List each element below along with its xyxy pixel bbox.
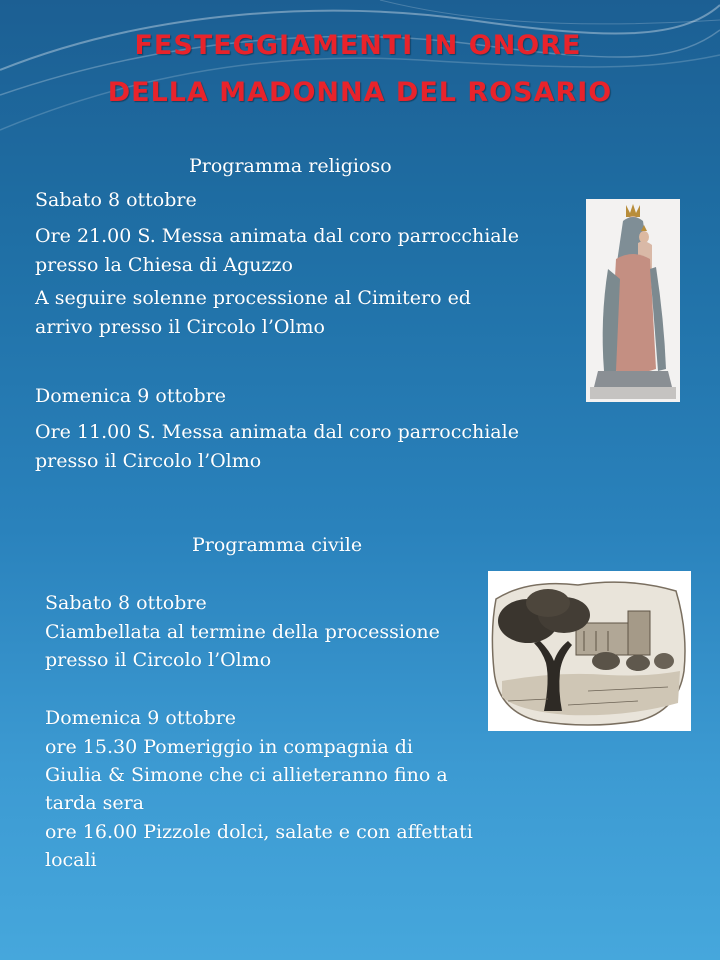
religious-saturday-date: Sabato 8 ottobre	[35, 189, 197, 211]
olive-tree-sketch-image	[488, 571, 691, 731]
madonna-statue-image	[586, 199, 680, 402]
civil-sunday-date: Domenica 9 ottobre	[45, 707, 237, 729]
religious-sunday-line-2: presso il Circolo l’Olmo	[35, 450, 262, 472]
religious-sunday-line-1: Ore 11.00 S. Messa animata dal coro parrocchiale	[35, 421, 519, 443]
title-line-2: DELLA MADONNA DEL ROSARIO	[107, 77, 613, 108]
religious-sunday-date: Domenica 9 ottobre	[35, 385, 227, 407]
religious-saturday-line-2: presso la Chiesa di Aguzzo	[35, 254, 293, 276]
religious-saturday-line-3: A seguire solenne processione al Cimitero ed	[35, 287, 471, 309]
civil-sunday-line-2: Giulia & Simone che ci allieteranno fino a	[45, 764, 448, 786]
religious-saturday-line-1: Ore 21.00 S. Messa animata dal coro parrocchiale	[35, 225, 519, 247]
civil-sunday-line-5: locali	[45, 849, 97, 871]
religious-saturday-line-4: arrivo presso il Circolo l’Olmo	[35, 316, 326, 338]
civil-saturday-date: Sabato 8 ottobre	[45, 592, 207, 614]
civil-sunday-line-1: ore 15.30 Pomeriggio in compagnia di	[45, 736, 414, 758]
civil-sunday-line-4: ore 16.00 Pizzole dolci, salate e con affettati	[45, 821, 473, 843]
civil-program-heading: Programma civile	[192, 534, 363, 556]
title-line-1: FESTEGGIAMENTI IN ONORE	[134, 30, 582, 61]
civil-sunday-line-3: tarda sera	[45, 792, 144, 814]
civil-saturday-line-2: presso il Circolo l’Olmo	[45, 649, 272, 671]
religious-program-heading: Programma religioso	[189, 155, 392, 177]
civil-saturday-line-1: Ciambellata al termine della processione	[45, 621, 440, 643]
